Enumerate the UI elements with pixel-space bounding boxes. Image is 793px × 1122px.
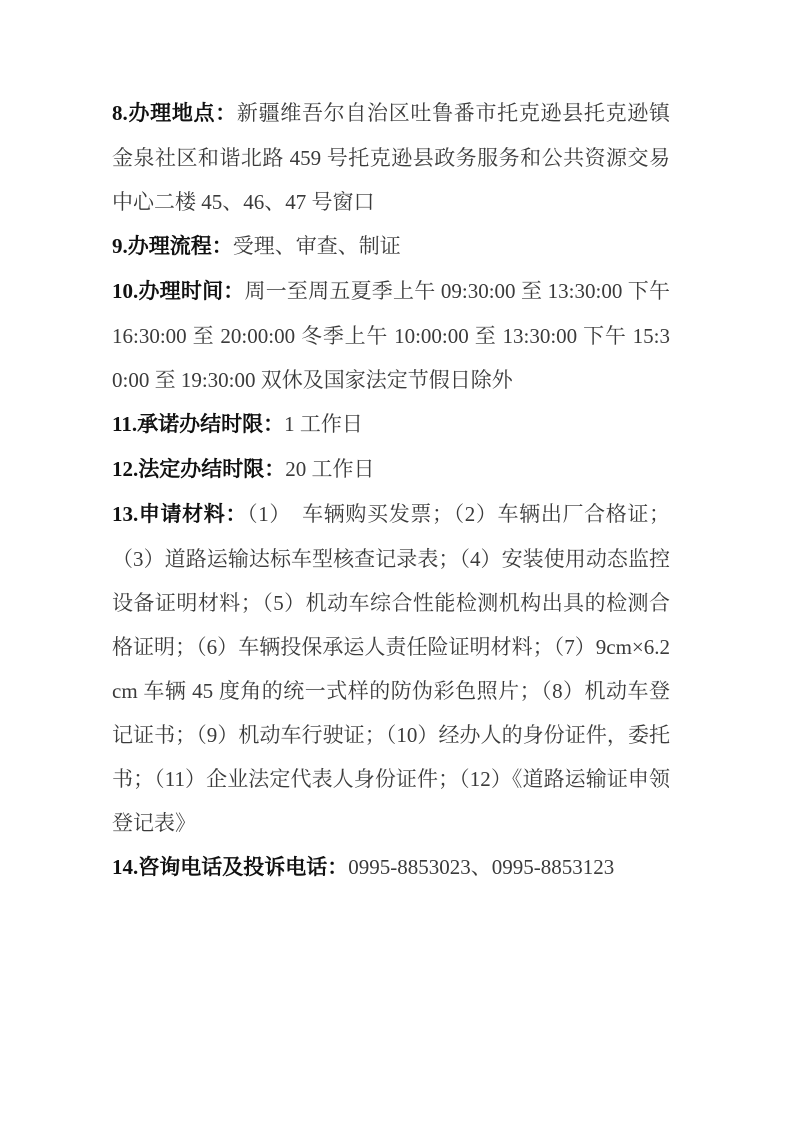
item-13-shenqing-cailiao [112,492,670,845]
item-number: 14. [112,855,139,879]
item-label: 咨询电话及投诉电话： [138,856,349,879]
item-9-banli-liucheng [112,224,670,269]
item-label: 办理时间： [138,280,245,303]
item-label: 办理地点： [127,102,237,125]
item-11-chengnuo-shixian [112,402,670,447]
item-label: 法定办结时限： [138,458,286,481]
item-text: 1 工作日 [284,412,363,436]
document-content [112,91,670,890]
item-text: 受理、审查、制证 [232,234,401,258]
item-10-banli-shijian [112,269,670,402]
item-number: 13. [112,502,139,526]
item-number: 10. [112,279,139,303]
item-number: 8. [112,101,128,125]
item-label: 承诺办结时限： [137,413,285,436]
item-text: 周一至周五夏季上午 09:30:00 至 13:30:00 下午 16:30:00 至 20:00:00 冬季上午 10:00:00 至 13:30:00 下午 15:30:00 至 19:30:00 双休及国家法定节假日除外 [112,279,670,392]
item-number: 12. [112,457,139,481]
item-12-fading-shixian [112,447,670,492]
item-text: （1） 车辆购买发票；（2）车辆出厂合格证；（3）道路运输达标车型核查记录表；（4）安装使用动态监控设备证明材料；（5）机动车综合性能检测机构出具的检测合格证明；（6）车辆投保承运人责任险证明材料；（7）9cm×6.2cm 车辆 45 度角的统一式样的防伪彩色照片；（8）机动车登记证书；（9）机动车行驶证；（10）经办人的身份证件，委托书；（11）企业法定代表人身份证件；（12）《道路运输证申领登记表》 [112,502,671,835]
item-8-banli-didian [112,91,670,224]
item-text: 20 工作日 [285,457,375,481]
item-number: 11. [112,412,138,436]
item-number: 9. [112,234,128,258]
item-label: 办理流程： [127,235,233,258]
item-label: 申请材料： [138,503,248,526]
item-text: 0995-8853023、0995-8853123 [348,855,615,879]
item-14-zixun-dianhua [112,845,670,890]
item-text: 新疆维吾尔自治区吐鲁番市托克逊县托克逊镇金泉社区和谐北路 459 号托克逊县政务服务和公共资源交易中心二楼 45、46、47 号窗口 [112,101,670,214]
